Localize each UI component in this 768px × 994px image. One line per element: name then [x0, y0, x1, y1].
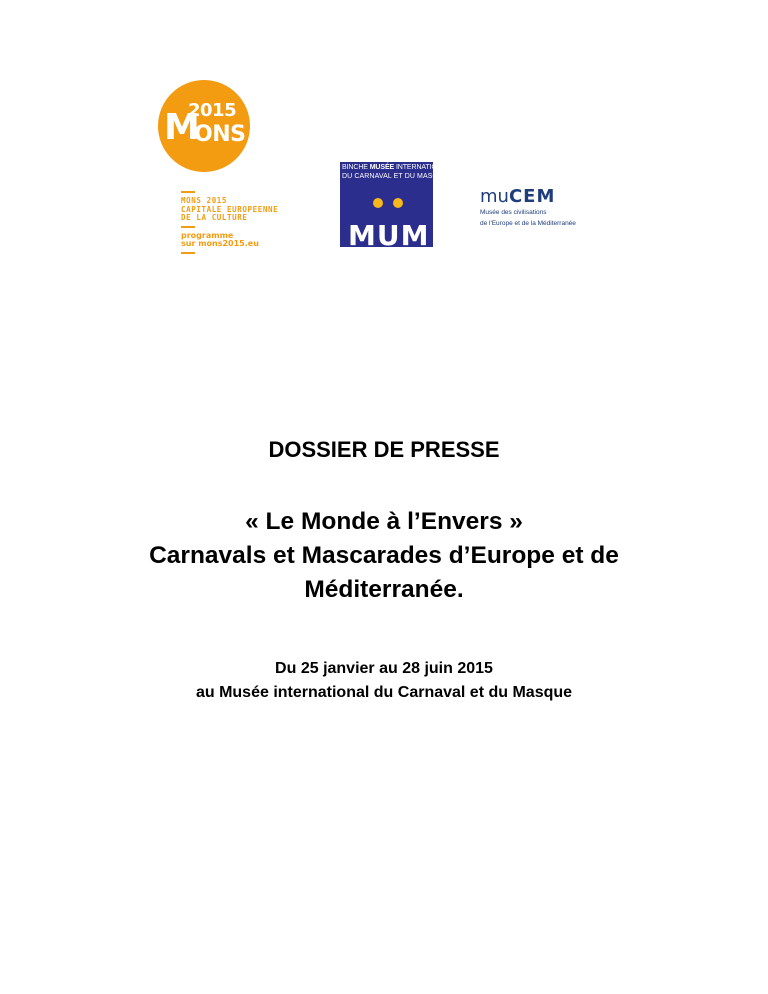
mum-logo-line-1 — [342, 164, 450, 171]
mons-divider — [181, 226, 195, 228]
mum-logo-musee: MUSÉE — [369, 164, 395, 171]
mum-logo-dot-right — [393, 198, 403, 208]
mum-logo-binche: BINCHE — [342, 164, 370, 171]
mucem-logo-sub-1: Musée des civilisations — [480, 209, 547, 216]
mum-logo-line-2: DU CARNAVAL ET DU MASQUE — [342, 173, 448, 180]
mum-logo-international: INTERNATIONAL — [394, 164, 451, 171]
document-title: DOSSIER DE PRESSE — [268, 437, 500, 462]
mucem-logo-mu: mu — [480, 186, 509, 207]
mum-logo-letters: MUM — [348, 219, 430, 252]
mons-2015-logo — [158, 80, 250, 172]
exhibition-title — [0, 505, 768, 607]
mons-2015-tagline — [181, 188, 291, 258]
exhibition-dates-line-1: Du 25 janvier au 28 juin 2015 — [275, 660, 493, 677]
mons-tagline-line-2: CAPITALE EUROPEENNE — [181, 204, 279, 214]
exhibition-venue-line: au Musée international du Carnaval et du Masque — [195, 684, 573, 701]
mum-museum-logo — [340, 162, 451, 252]
mons-programme-line-1: programme — [181, 230, 234, 240]
mucem-logo — [480, 188, 576, 227]
exhibition-title-line-2: Carnavals et Mascarades d’Europe et de — [149, 542, 619, 569]
mucem-logo-cem: CEM — [508, 186, 556, 207]
mons-tagline-line-1: MONS 2015 — [181, 196, 228, 205]
mons-divider — [181, 252, 195, 254]
exhibition-title-line-1: « Le Monde à l’Envers » — [245, 508, 523, 535]
mum-logo-dot-left — [373, 198, 383, 208]
mons-programme-line-2: sur mons2015.eu — [181, 239, 259, 248]
exhibition-title-line-3: Méditerranée. — [304, 576, 464, 603]
mons-divider — [181, 191, 195, 193]
mucem-logo-sub-2: de l'Europe et de la Méditerranée — [480, 219, 576, 227]
mons-logo-year: 2015 — [188, 100, 237, 121]
mons-tagline-line-3: DE LA CULTURE — [181, 213, 248, 222]
exhibition-dates — [0, 657, 768, 705]
mons-logo-m: M — [164, 107, 199, 148]
mons-logo-ons: ONS — [194, 122, 246, 147]
mucem-logo-title — [480, 188, 576, 206]
